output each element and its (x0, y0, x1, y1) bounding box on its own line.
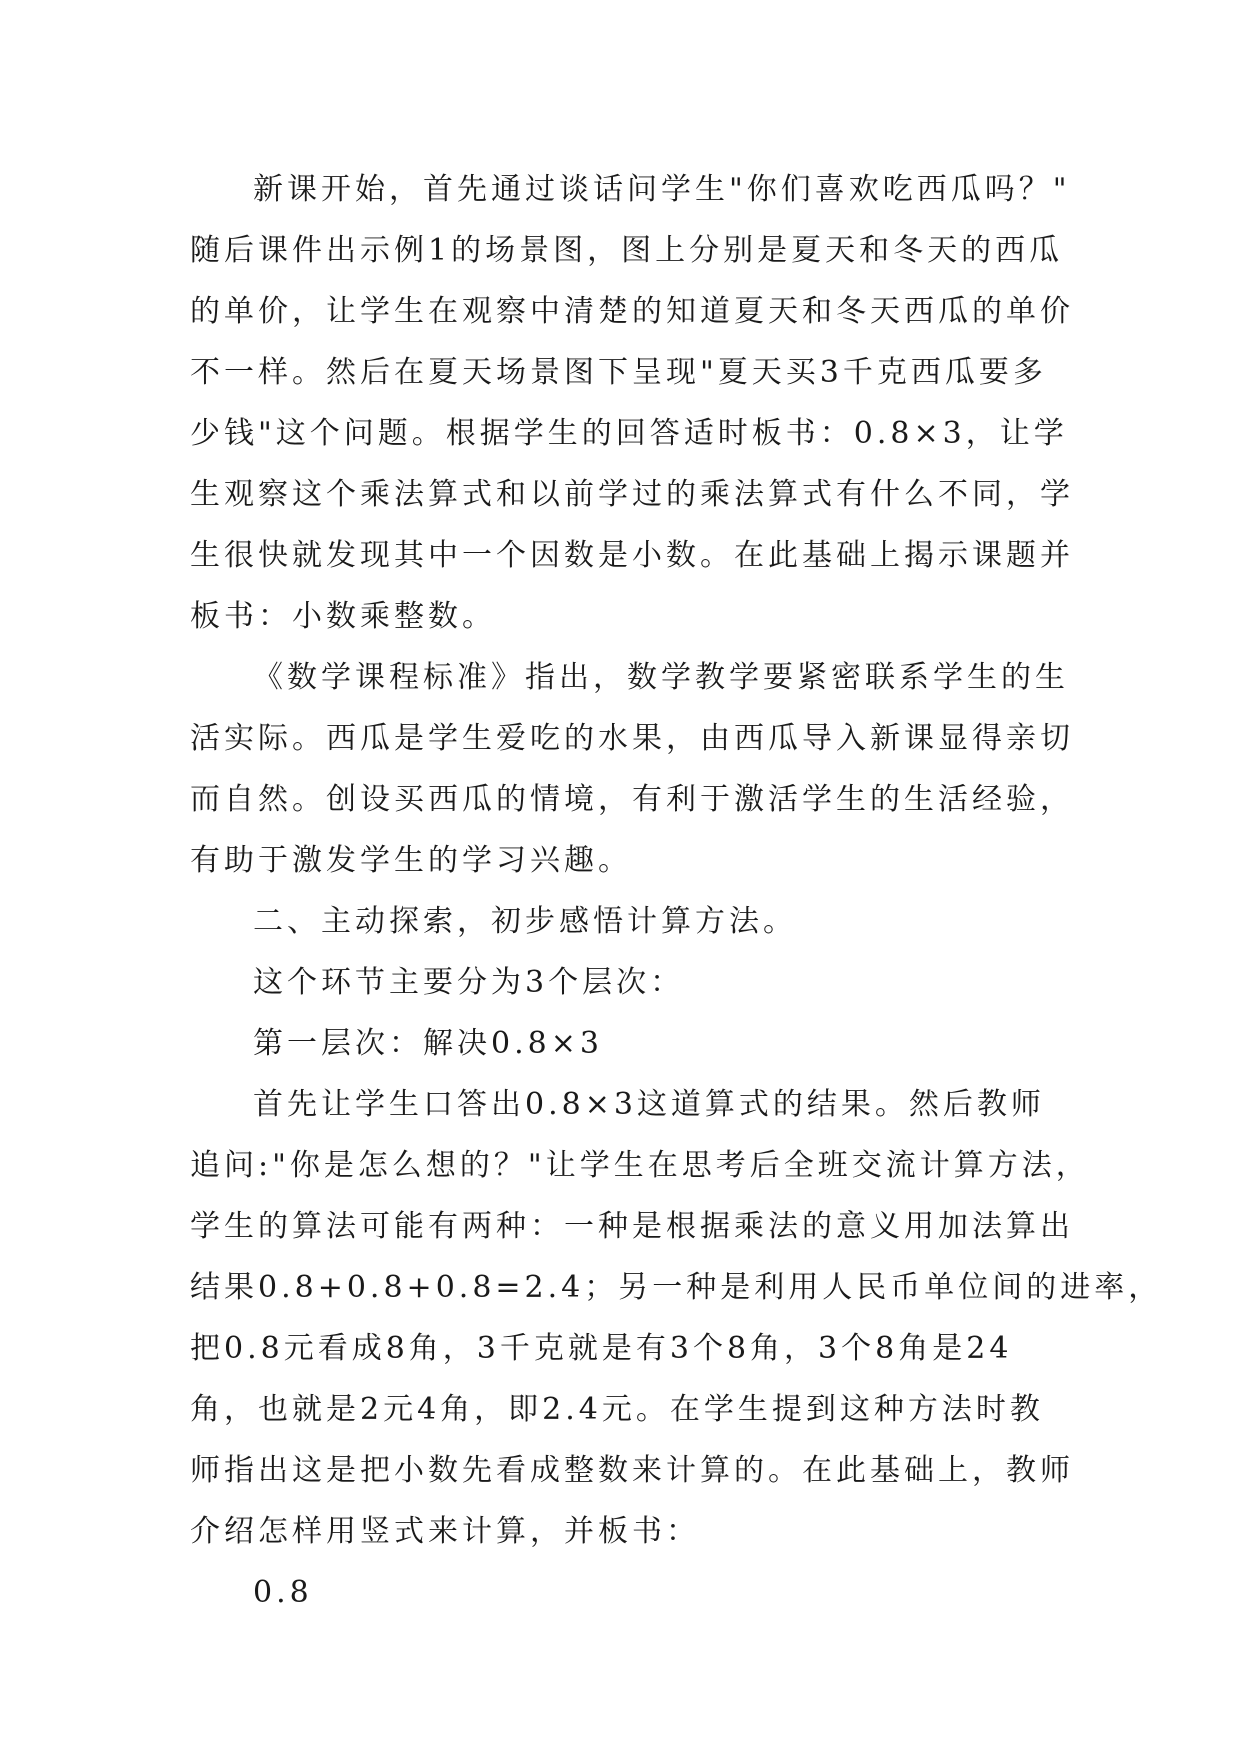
text-line: 师指出这是把小数先看成整数来计算的。在此基础上，教师 (190, 1453, 1074, 1488)
text-line: 追问:"你是怎么想的？"让学生在思考后全班交流计算方法， (190, 1148, 1090, 1183)
text-line: 板书：小数乘整数。 (190, 599, 496, 634)
text-line: 首先让学生口答出0.8×3这道算式的结果。然后教师 (253, 1087, 1045, 1122)
text-line: 生观察这个乘法算式和以前学过的乘法算式有什么不同，学 (190, 477, 1074, 512)
text-line: 结果0.8+0.8+0.8=2.4；另一种是利用人民币单位间的进率， (190, 1270, 1163, 1305)
text-line: 的单价，让学生在观察中清楚的知道夏天和冬天西瓜的单价 (190, 294, 1074, 329)
text-line: 生很快就发现其中一个因数是小数。在此基础上揭示课题并 (190, 538, 1074, 573)
text-line: 而自然。创设买西瓜的情境，有利于激活学生的生活经验， (190, 782, 1074, 817)
text-line: 不一样。然后在夏天场景图下呈现"夏天买3千克西瓜要多 (190, 355, 1047, 390)
text-line: 少钱"这个问题。根据学生的回答适时板书：0.8×3，让学 (190, 416, 1068, 451)
text-line: 第一层次：解决0.8×3 (253, 1026, 603, 1061)
text-line: 随后课件出示例1的场景图，图上分别是夏天和冬天的西瓜 (190, 233, 1064, 268)
document-body (190, 159, 1163, 1623)
text-line: 学生的算法可能有两种：一种是根据乘法的意义用加法算出 (190, 1209, 1074, 1244)
text-line: 新课开始，首先通过谈话问学生"你们喜欢吃西瓜吗？" (253, 172, 1071, 207)
text-line: 角，也就是2元4角，即2.4元。在学生提到这种方法时教 (190, 1392, 1044, 1427)
text-line: 有助于激发学生的学习兴趣。 (190, 843, 632, 878)
text-line: 0.8 (253, 1575, 313, 1610)
text-line: 《数学课程标准》指出，数学教学要紧密联系学生的生 (253, 660, 1069, 695)
text-line: 活实际。西瓜是学生爱吃的水果，由西瓜导入新课显得亲切 (190, 721, 1074, 756)
section-heading: 二、主动探索，初步感悟计算方法。 (253, 904, 797, 939)
text-line: 把0.8元看成8角，3千克就是有3个8角，3个8角是24 (190, 1331, 1013, 1366)
text-line: 介绍怎样用竖式来计算，并板书： (190, 1514, 700, 1549)
text-line: 这个环节主要分为3个层次： (253, 965, 685, 1000)
